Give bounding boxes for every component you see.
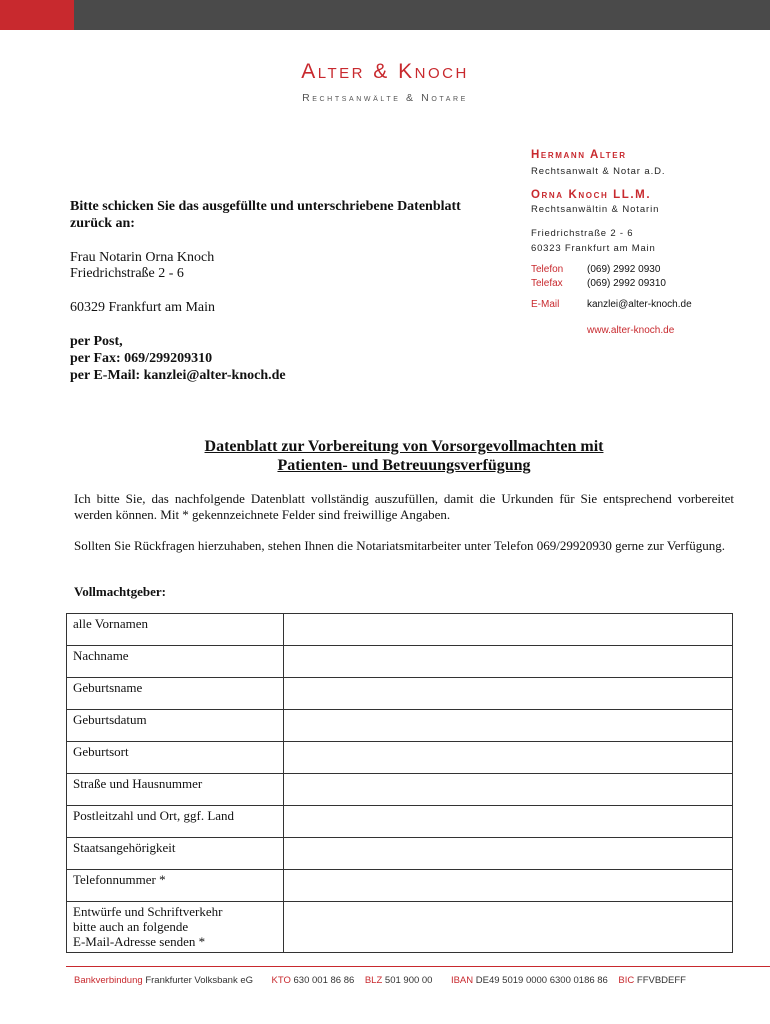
field-input[interactable] xyxy=(284,774,733,806)
phone-value: (069) 2992 0930 xyxy=(587,264,661,275)
field-input[interactable] xyxy=(284,870,733,902)
table-row xyxy=(67,614,733,646)
bank-label: Bankverbindung xyxy=(74,975,143,986)
header-bar xyxy=(74,0,770,30)
field-label-line: E-Mail-Adresse senden * xyxy=(73,934,206,949)
email-value[interactable]: kanzlei@alter-knoch.de xyxy=(587,299,692,310)
instruction-line-1: Bitte schicken Sie das ausgefüllte und unterschriebene Datenblatt xyxy=(70,199,461,214)
field-input[interactable] xyxy=(284,614,733,646)
blz-value: 501 900 00 xyxy=(384,975,433,986)
send-via-email: per E-Mail: kanzlei@alter-knoch.de xyxy=(70,368,286,383)
field-label: alle Vornamen xyxy=(67,614,284,646)
field-input[interactable] xyxy=(284,902,733,953)
table-row xyxy=(67,774,733,806)
send-via-post: per Post, xyxy=(70,334,123,349)
partner-title-1: Rechtsanwalt & Notar a.D. xyxy=(531,166,666,177)
field-input[interactable] xyxy=(284,710,733,742)
office-city: 60323 Frankfurt am Main xyxy=(531,243,656,254)
firm-logo-name: Alter & Knoch xyxy=(301,60,469,83)
instruction-line-2: zurück an: xyxy=(70,216,135,231)
field-label: Geburtsname xyxy=(67,678,284,710)
field-label: Telefonnummer * xyxy=(67,870,284,902)
table-row xyxy=(67,742,733,774)
field-label: Straße und Hausnummer xyxy=(67,774,284,806)
field-label: Staatsangehörigkeit xyxy=(67,838,284,870)
table-row xyxy=(67,646,733,678)
header-accent-bar xyxy=(0,0,74,30)
iban-value: DE49 5019 0000 6300 0186 86 xyxy=(475,975,608,986)
table-row xyxy=(67,838,733,870)
field-label: Geburtsdatum xyxy=(67,710,284,742)
footer-divider xyxy=(66,966,770,967)
field-label: Geburtsort xyxy=(67,742,284,774)
iban-label: IBAN xyxy=(450,975,474,986)
principal-data-form xyxy=(66,613,733,953)
partner-name-1: Hermann Alter xyxy=(531,149,627,161)
bic-label: BIC xyxy=(618,975,635,986)
document-title-line-2: Patienten- und Betreuungsverfügung xyxy=(277,457,531,474)
contact-paragraph: Sollten Sie Rückfragen hierzuhaben, stehen Ihnen die Notariatsmitarbeiter unter Telefon 069/29920930 gerne zur Verfügung. xyxy=(74,538,725,553)
office-street: Friedrichstraße 2 - 6 xyxy=(531,228,634,239)
blz-label: BLZ xyxy=(364,975,383,986)
recipient-street: Friedrichstraße 2 - 6 xyxy=(70,266,184,281)
intro-paragraph: Ich bitte Sie, das nachfolgende Datenblatt vollständig auszufüllen, damit die Urkunden für Sie entsprechend vorbereitet werden können. Mit * gekennzeichnete Felder sind freiwillige Angaben. xyxy=(74,491,734,522)
field-input[interactable] xyxy=(284,646,733,678)
field-input[interactable] xyxy=(284,742,733,774)
kto-value: 630 001 86 86 xyxy=(293,975,355,986)
field-input[interactable] xyxy=(284,806,733,838)
firm-logo-tagline: Rechtsanwälte & Notare xyxy=(302,92,468,104)
fax-label: Telefax xyxy=(531,278,563,289)
table-row xyxy=(67,870,733,902)
send-via-fax: per Fax: 069/299209310 xyxy=(70,351,213,366)
field-label-line: Entwürfe und Schriftverkehr xyxy=(73,904,223,919)
bank-name: Frankfurter Volksbank eG xyxy=(145,975,254,986)
website-link[interactable]: www.alter-knoch.de xyxy=(587,325,675,336)
document-title xyxy=(0,437,770,475)
footer-bank-details xyxy=(74,975,686,986)
field-label xyxy=(67,902,284,953)
document-title-line-1: Datenblatt zur Vorbereitung von Vorsorgevollmachten mit xyxy=(204,438,604,455)
table-row xyxy=(67,710,733,742)
email-label: E-Mail xyxy=(531,299,560,310)
kto-label: KTO xyxy=(271,975,291,986)
field-label-line: bitte auch an folgende xyxy=(73,919,189,934)
recipient-city: 60329 Frankfurt am Main xyxy=(70,300,216,315)
bic-value: FFVBDEFF xyxy=(636,975,686,986)
table-row xyxy=(67,902,733,953)
partner-name-2: Orna Knoch LL.M. xyxy=(531,189,652,201)
field-label: Postleitzahl und Ort, ggf. Land xyxy=(67,806,284,838)
section-heading: Vollmachtgeber: xyxy=(74,584,166,599)
phone-label: Telefon xyxy=(531,264,564,275)
table-row xyxy=(67,678,733,710)
table-row xyxy=(67,806,733,838)
field-label: Nachname xyxy=(67,646,284,678)
partner-title-2: Rechtsanwältin & Notarin xyxy=(531,204,660,215)
fax-value: (069) 2992 09310 xyxy=(587,278,666,289)
field-input[interactable] xyxy=(284,838,733,870)
field-input[interactable] xyxy=(284,678,733,710)
recipient-name: Frau Notarin Orna Knoch xyxy=(70,250,215,265)
